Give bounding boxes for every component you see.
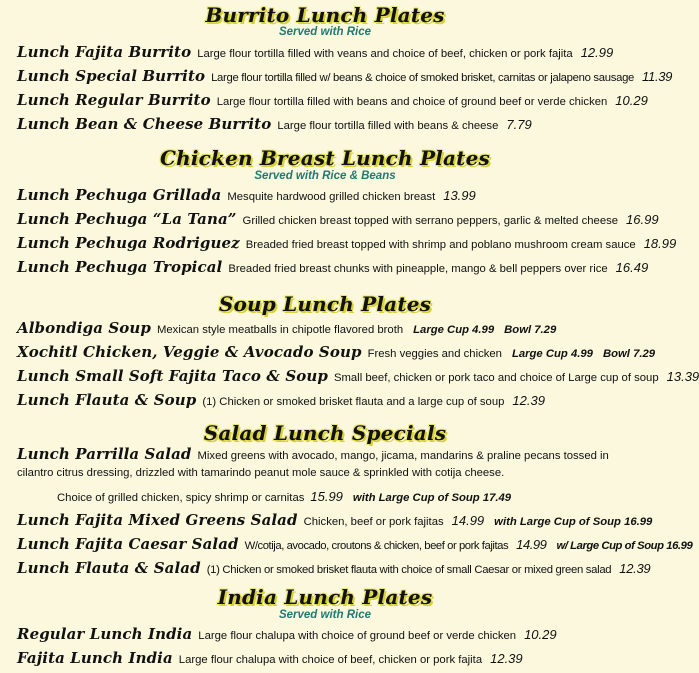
item-desc: Large flour tortilla filled w/ beans & choice of smoked brisket, carnitas or jalapeno sausage	[211, 72, 635, 84]
item-name: Regular Lunch India	[17, 625, 193, 643]
item-desc: Large flour chalupa with choice of beef, chicken or pork fajita	[178, 654, 483, 666]
section-title-india: India Lunch Plates	[217, 585, 433, 609]
item-name: Lunch Small Soft Fajita Taco & Soup	[17, 367, 328, 385]
item-name: Lunch Pechuga “La Tana”	[17, 210, 237, 228]
item-name: Albondiga Soup	[17, 319, 151, 337]
menu-item	[17, 625, 647, 643]
section-title-chicken-breast: Chicken Breast Lunch Plates	[160, 146, 490, 170]
section-title-soup: Soup Lunch Plates	[218, 292, 432, 316]
item-name: Lunch Flauta & Soup	[17, 391, 197, 409]
item-desc: Chicken, beef or pork fajitas	[303, 516, 444, 528]
menu-item	[17, 234, 677, 252]
menu-item	[17, 391, 647, 409]
menu-item	[17, 319, 647, 337]
item-price: 12.39	[490, 651, 523, 666]
item-name: Lunch Pechuga Grillada	[17, 186, 222, 204]
menu-item	[17, 649, 647, 667]
menu-item	[17, 258, 647, 276]
item-price: 14.99	[451, 513, 485, 528]
item-desc: Large flour chalupa with choice of ground beef or verde chicken	[198, 630, 517, 642]
item-desc: (1) Chicken or smoked brisket flauta with choice of small Caesar or mixed green salad	[206, 564, 612, 576]
item-price: 12.39	[619, 561, 651, 576]
menu-item	[17, 511, 653, 529]
item-large-cup-price: Large Cup 4.99	[413, 324, 495, 336]
menu-item	[17, 91, 647, 109]
item-name: Lunch Fajita Burrito	[17, 43, 192, 61]
item-large-cup-price: Large Cup 4.99	[511, 348, 593, 360]
item-soup-option: with Large Cup of Soup 16.99	[494, 516, 653, 528]
item-price: 11.39	[642, 69, 673, 84]
item-name: Lunch Special Burrito	[17, 67, 206, 85]
item-desc: Grilled chicken breast topped with serrano peppers, garlic & melted cheese	[242, 215, 619, 227]
menu-item	[17, 210, 659, 228]
section-title-burrito: Burrito Lunch Plates	[205, 3, 445, 27]
item-price: 16.49	[615, 260, 649, 275]
item-name: Lunch Fajita Mixed Greens Salad	[17, 511, 298, 529]
item-desc: Breaded fried breast chunks with pineapple, mango & bell peppers over rice	[228, 263, 608, 275]
item-options: Choice of grilled chicken, spicy shrimp or carnitas	[57, 492, 305, 504]
item-name: Fajita Lunch India	[17, 649, 173, 667]
menu-item	[17, 43, 647, 61]
section-title-salad: Salad Lunch Specials	[203, 421, 447, 445]
item-name: Lunch Pechuga Tropical	[17, 258, 223, 276]
item-desc: Large flour tortilla filled with veans and choice of beef, chicken or pork fajita	[197, 48, 573, 60]
item-price: 13.39	[666, 369, 699, 384]
item-price: 12.99	[580, 45, 614, 60]
item-bowl-price: Bowl 7.29	[504, 324, 557, 336]
item-desc: Mesquite hardwood grilled chicken breast	[227, 191, 436, 203]
item-name: Lunch Parrilla Salad	[17, 445, 192, 463]
menu-item	[17, 343, 656, 361]
item-price: 18.99	[643, 236, 677, 251]
item-options-line	[57, 489, 511, 504]
menu-item	[17, 67, 673, 85]
section-subtitle-india: Served with Rice	[278, 609, 372, 621]
item-price: 10.29	[524, 627, 557, 642]
item-desc: (1) Chicken or smoked brisket flauta and a large cup of soup	[202, 396, 505, 408]
item-desc: Fresh veggies and chicken	[367, 348, 502, 360]
item-desc: Mixed greens with avocado, mango, jicama, mandarins & praline pecans tossed in cilantro citrus dressing, drizzled with tamarindo peanut mole sauce & sprinkled with cotija cheese.	[17, 450, 609, 479]
item-desc: Large flour tortilla filled with beans & cheese	[277, 120, 499, 132]
item-desc: W/cotija, avocado, croutons & chicken, beef or pork fajitas	[244, 540, 509, 552]
item-name: Lunch Regular Burrito	[17, 91, 211, 109]
item-name: Xochitl Chicken, Veggie & Avocado Soup	[17, 343, 362, 361]
item-price: 13.99	[443, 188, 476, 203]
item-soup-option: with Large Cup of Soup 17.49	[352, 492, 512, 504]
item-name: Lunch Fajita Caesar Salad	[17, 535, 239, 553]
menu-item	[17, 186, 647, 204]
item-name: Lunch Bean & Cheese Burrito	[17, 115, 272, 133]
item-bowl-price: Bowl 7.29	[602, 348, 656, 360]
menu-item	[17, 367, 699, 385]
item-desc: Large flour tortilla filled with beans and choice of ground beef or verde chicken	[216, 96, 608, 108]
item-soup-option: w/ Large Cup of Soup 16.99	[556, 540, 693, 552]
item-desc: Mexican style meatballs in chipotle flavored broth	[156, 324, 404, 336]
menu-item	[17, 446, 647, 482]
menu-item	[17, 559, 651, 577]
item-price: 16.99	[626, 212, 659, 227]
item-desc: Small beef, chicken or pork taco and choice of Large cup of soup	[333, 372, 659, 384]
menu-item	[17, 115, 647, 133]
section-subtitle-chicken-breast: Served with Rice & Beans	[254, 170, 396, 182]
item-price: 14.99	[516, 537, 547, 552]
menu-item	[17, 535, 693, 553]
item-desc: Breaded fried breast topped with shrimp and poblano mushroom cream sauce	[245, 239, 636, 251]
item-price: 10.29	[615, 93, 648, 108]
section-subtitle-burrito: Served with Rice	[278, 26, 372, 38]
item-price: 7.79	[506, 117, 532, 132]
item-name: Lunch Flauta & Salad	[17, 559, 201, 577]
item-price: 12.39	[512, 393, 545, 408]
item-price: 15.99	[310, 489, 343, 504]
item-name: Lunch Pechuga Rodriguez	[17, 234, 240, 252]
